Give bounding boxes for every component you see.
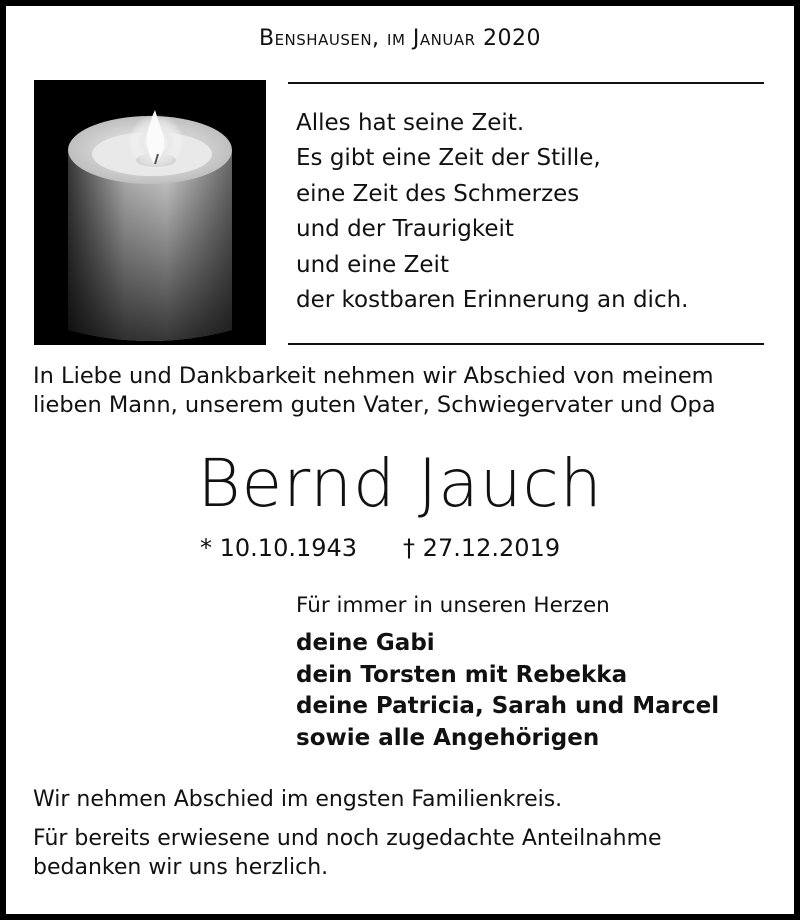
closing-text: [33, 785, 783, 882]
closing-line: Für bereits erwiesene und noch zugedachte Anteilnahme: [33, 826, 662, 851]
intro-text: [33, 362, 783, 420]
poem-line: und der Traurigkeit: [296, 216, 514, 243]
intro-line: lieben Mann, unserem guten Vater, Schwiegervater und Opa: [33, 392, 716, 418]
mourners-block: [296, 590, 776, 754]
mourners-lead: Für immer in unseren Herzen: [296, 593, 610, 618]
poem-line: eine Zeit des Schmerzes: [296, 180, 580, 207]
poem-line: und eine Zeit: [296, 251, 449, 278]
place-date-header: Benshausen, im Januar 2020: [258, 26, 541, 51]
poem-line: der kostbaren Erinnerung an dich.: [296, 287, 689, 314]
deceased-name: Bernd Jauch: [197, 445, 603, 522]
mourner-name: deine Gabi: [296, 630, 435, 656]
birth-date: * 10.10.1943: [200, 534, 358, 562]
closing-line: Wir nehmen Abschied im engsten Familienkreis.: [33, 787, 563, 812]
candle-image: [34, 80, 266, 345]
poem-line: Es gibt eine Zeit der Stille,: [296, 145, 601, 172]
candle-icon: [34, 80, 266, 345]
mourner-name: deine Patricia, Sarah und Marcel: [296, 693, 720, 719]
mourner-name: dein Torsten mit Rebekka: [296, 661, 628, 688]
poem: [296, 106, 776, 318]
poem-line: Alles hat seine Zeit.: [296, 110, 525, 136]
death-date: † 27.12.2019: [403, 534, 561, 562]
mourner-name: sowie alle Angehörigen: [296, 724, 600, 751]
mourners-list: [296, 628, 776, 754]
intro-line: In Liebe und Dankbarkeit nehmen wir Abschied von meinem: [33, 363, 714, 389]
bottom-divider: [288, 343, 764, 345]
top-divider: [288, 82, 764, 84]
closing-line: bedanken wir uns herzlich.: [33, 855, 329, 880]
life-dates: [200, 530, 560, 566]
